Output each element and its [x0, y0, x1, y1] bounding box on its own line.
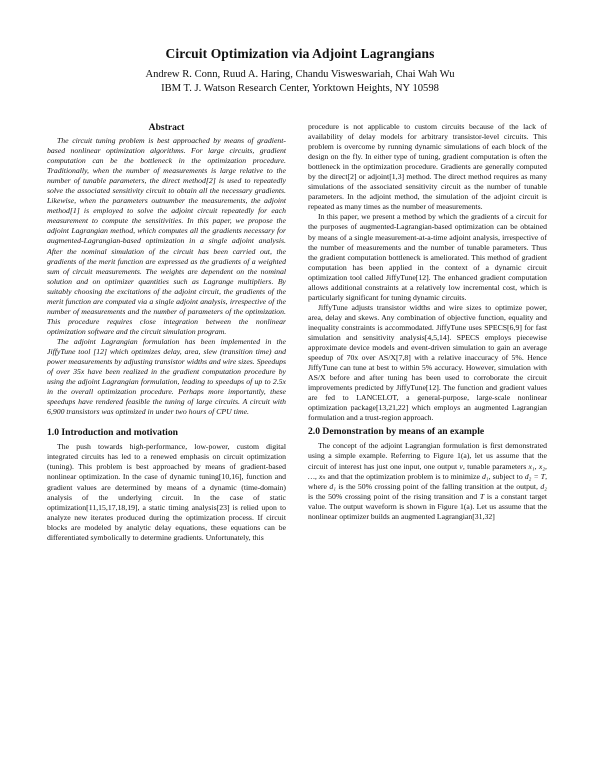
text-run: , where	[308, 471, 548, 491]
text-run: is the 50% crossing point of the falling transition at the output,	[335, 481, 541, 491]
math-params: x₁, x₂, …, xₙ	[308, 461, 547, 481]
math-T: T	[479, 491, 485, 501]
text-run: and that the optimization problem is to minimize	[325, 471, 483, 481]
text-run: , subject to	[488, 471, 525, 481]
abstract-paragraph-2: The adjoint Lagrangian formulation has been implemented in the JiffyTune tool [12] which optimizes delay, area, slew (transition time) and power measurements by adjusting transistor widths and wire sizes. Speedups of over 35x have been realized in the gradient computation procedure by using the adjoint Lagrangian formulation, leading to speedups of up to 2.5x in the overall optimization procedure. Perhaps more importantly, these speedups have rendered feasible the tuning of large circuits. A circuit with 6,900 transistors was optimized in under two hours of CPU time.	[47, 336, 286, 417]
text-run: is the 50% crossing point of the rising transition and	[308, 491, 480, 501]
left-column	[47, 122, 286, 543]
math-v: v	[459, 461, 463, 471]
text-run: , tunable parameters	[462, 461, 529, 471]
math-d1-second: d₁	[329, 481, 336, 491]
intro-paragraph-3: JiffyTune adjusts transistor widths and wire sizes to optimize power, area, delay and skews. Any combination of objective function, equality and inequality constraints is accommodated. JiffyTune uses SPECS[6,9] for fast simulation and sensitivity analysis[4,5,14]. SPECS employs piecewise approximate device models and event-driven simulation to gain an average speedup of 70x over AS/X[7,8] with a relative inaccuracy of 5%. Hence JiffyTune can tune at best to within 5% accuracy. However, simulation with AS/X before and after tuning has been used to corroborate the circuit improvements predicted by JiffyTune[12]. The function and gradient values are fed to LANCELOT, a general-purpose, large-scale nonlinear optimization package[13,21,22] which employs an augmented Lagrangian formulation and a trust-region approach.	[308, 302, 547, 423]
abstract-heading: Abstract	[148, 122, 185, 133]
math-d2: d₂	[540, 481, 547, 491]
math-d1: d₁	[482, 471, 489, 481]
affiliation: IBM T. J. Watson Research Center, Yorktown Heights, NY 10598	[161, 83, 439, 94]
section-2-paragraph-1	[308, 441, 547, 521]
abstract	[47, 122, 286, 417]
intro-continuation: procedure is not applicable to custom circuits because of the lack of availability of delay models for arbitrary transistor-level circuits. This problem is overcome by running dynamic simulations of each block of the design on the fly. In either type of tuning, gradient computation is often the bottleneck in the optimization procedure. Gradients are generally computed by the direct[2] or adjoint[1,3] method. The direct method requires as many simulations of the associated sensitivity circuit as the number of tunable parameters. In the adjoint method, the simulation of the adjoint circuit is repeated as many times as the number of measurements.	[308, 122, 547, 212]
math-equation: d₂ = T	[524, 471, 546, 481]
text-run: The concept of the adjoint Lagrangian formulation is first demonstrated using a simple example. Referring to Figure 1(a), let us assume that the circuit of interest has just one input, one output	[308, 441, 547, 471]
section-2-heading: 2.0 Demonstration by means of an example	[308, 426, 485, 438]
author-block	[0, 68, 600, 96]
paper-title: Circuit Optimization via Adjoint Lagrangians	[165, 46, 435, 61]
right-column	[308, 122, 547, 522]
abstract-paragraph-1: The circuit tuning problem is best approached by means of gradient-based nonlinear optimization algorithms. For large circuits, gradient computation can be the bottleneck in the optimization procedure. Traditionally, when the number of measurements is large relative to the number of tunable parameters, the direct method[2] is used to repeatedly solve the associated sensitivity circuit to obtain all the necessary gradients. Likewise, when the parameters outnumber the measurements, the adjoint method[1] is employed to solve the adjoint circuit repeatedly for each measurement to compute the sensitivities. In this paper, we propose the adjoint Lagrangian method, which computes all the gradients necessary for augmented-Lagrangian-based optimization in a single adjoint analysis. After the nominal simulation of the circuit has been carried out, the gradients of the merit function are expressed as the gradients of a weighted sum of circuit measurements. The weights are dependent on the nominal solution and on optimizer quantities such as Lagrange multipliers. By suitably choosing the excitations of the adjoint circuit, the gradients of the merit function are computed via a single adjoint analysis, irrespective of the number of measurements and the number of parameters of the optimization. This procedure requires close integration between the nonlinear optimization software and the circuit simulation program.	[47, 136, 286, 336]
section-1-heading: 1.0 Introduction and motivation	[47, 427, 178, 439]
intro-paragraph-2: In this paper, we present a method by which the gradients of a circuit for the purposes of augmented-Lagrangian-based optimization can be obtained by means of a single measurement-at-a-time adjoint analysis, irrespective of the number of measurements and the number of tunable parameters. Thus the gradient computation bottleneck is ameliorated. This method of gradient computation has been applied in the context of a dynamic circuit optimization tool called JiffyTune[12]. The enhanced gradient computation allows additional constraints at a relatively low incremental cost, which is particularly significant for tuning dynamic circuits.	[308, 212, 547, 302]
section-1	[47, 427, 286, 542]
text-run: is a constant target value. The output waveform is shown in Figure 1(a). Let us assume that the nonlinear optimizer builds an augmented Lagrangian[31,32]	[308, 491, 547, 521]
author-names: Andrew R. Conn, Ruud A. Haring, Chandu Visweswariah, Chai Wah Wu	[145, 69, 455, 80]
section-1-paragraph-1: The push towards high-performance, low-power, custom digital integrated circuits has led to a renewed emphasis on circuit optimization (tuning). This problem is best approached by means of gradient-based nonlinear optimization. In the case of dynamic tuning[10,16], function and gradient values are determined by means of a dynamic (time-domain) analysis of the underlying circuit. In the case of static optimization[11,15,17,18,19], a static timing analysis[23] is relied upon to analyze new iterates produced during the optimization process. If circuit blocks are modeled by analytic delay equations, these equations can be differentiated symbolically to determine gradients. Unfortunately, this	[47, 442, 286, 542]
